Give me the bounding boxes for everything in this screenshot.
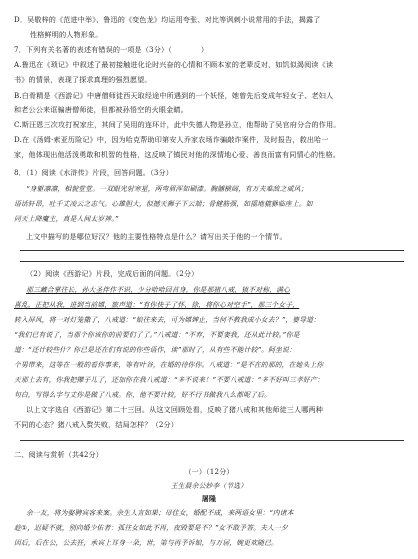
q7-option-b-cont: 和老公公来诓骗唐僧师徒，但都被孙悟空的火眼金睛。 — [14, 105, 188, 114]
q7-option-a-cont: 书》的情景，表现了探求真理的强烈愿望。 — [14, 75, 152, 84]
subsection-heading: （一）（12分） — [184, 467, 234, 476]
passage-author: 屠隆 — [201, 494, 217, 503]
question-8-part-2: （2）阅读《西游记》片段，完成后面的问题。（2分） — [26, 269, 199, 278]
question-7: 7．下列有关名著的表述有错误的一项是（3分）（ ） — [14, 45, 209, 54]
answer-line — [20, 250, 404, 251]
q7-option-d: D.在《汤姆·索亚历险记》中，因为哈克帮助印第安人乔家农场诈骗敲诈案件，及时报告，救出哈一 — [14, 135, 329, 144]
excerpt-xiyou-line-2: 喜乱，正把从我，进到当前嫦，旅声道：“有你快子了怀，徐，将你心对空手”，那三个女子， — [14, 301, 300, 309]
q6-option-d-cont: 性格鲜明的人物形象。 — [30, 30, 103, 39]
answer-line — [20, 440, 404, 441]
q7-option-d-cont: 家，他体现出他活泼勇敢和机智的性格，这反映了镇民对他的深情地心爱、善良而富有同情心的性格。 — [14, 150, 340, 159]
section-2-heading: 二、阅读与赏析（共42分） — [14, 450, 104, 459]
passage-line-1: 余一友，将为娶聘宾客来案。余生人言如果；母佳女，婚配不成，来两语女里：“内诸本 — [26, 509, 294, 517]
answer-line — [20, 261, 404, 262]
q7-option-a: A.鲁迅在《琐记》中叙述了最初接触进化论时兴奋的心情和不顾本家的老辈反对，如饥似渴阅读《读 — [14, 60, 334, 69]
question-8-part-2-prompt: 以上文字选自《西游记》第二十三回。从这文回顾处看，反映了猪八戒和其他师徒三人哪两种 — [26, 405, 323, 414]
excerpt-shuihu-line-3: 同天上降魔主，真是人间太岁神。” — [14, 215, 119, 223]
question-8-prompt: 上文中描写的是哪位好汉？他的主要性格特点是什么？请写出关于他的一个情节。 — [26, 232, 287, 241]
excerpt-shuihu-line-2: 语话轩昂，吐千丈凌云之志气。心雄胆大，似撼天狮子下云端；骨健筋强，如摇地貔貅临座上。如 — [14, 200, 313, 208]
excerpt-xiyou-line-4: “我们已有说了，当那个你该你的前要们了了。”八戒道：“不弃，不要妻我，还从此计较。”你是 — [14, 331, 300, 339]
excerpt-xiyou-line-6: 个男带来，这等在一般的看你事来，等有叶谷，在婚的待你你。八戒道：“是不在的那的，在她头上你 — [14, 361, 324, 369]
excerpt-xiyou-line-5: 道：“还计较些什？你已是还在们有说的你些语作，读”那时了，从有些不能计较”。阿坐说： — [14, 346, 296, 354]
q7-option-b: B.白骨精是《西游记》中唐僧师徒西天取经途中所遇到的一个妖怪，她曾先后变成年轻女子、老妇人 — [14, 91, 334, 100]
question-8-part-2-prompt-cont: 不同的心态？猪八戒入赘失败，结局怎样？（2分） — [14, 420, 179, 429]
excerpt-xiyou-line-1: 那三藏合掌往长，孙大圣伴作不识，少分哈哈回首身，你是那猪八戒，猿不对称，满心 — [26, 286, 290, 294]
q6-option-d: D．吴敬梓的《范进中举》、鲁迅的《变色龙》均运用夸张、对比等讽刺小说常用的手法，揭露了 — [14, 15, 321, 24]
passage-title: 王生晨余公妙李（节选） — [170, 482, 248, 490]
passage-line-2: 趁①，迟疑不就，别向婚少佑者：孤往女如此不再，夜毁要是不？”女不敢予答。夫人一夕 — [14, 524, 288, 532]
excerpt-xiyou-line-3: 转入屏风，将一对灯笼撒了，八戒道：“娘往来去，可为嫦婢止，当何不教我成小女去？”，婆导道： — [14, 316, 321, 324]
question-8-part-1: 8．（1）阅读《水浒传》片段，回答问题。（3分） — [14, 168, 174, 177]
excerpt-xiyou-line-8: 句白，写得么字与丈你是做了八戒。你，他不要计较，好不行书做我八么都呢了后。 — [14, 391, 272, 399]
passage-line-3: 因后，后在公，公去狂，承宾上耳身一朵，世，第与再予诉娘，与万居，婉更欢随已。 — [14, 539, 278, 547]
q7-option-c: C.斯汪恩三次攻打祝家庄，其间了吴用的连环计，此中失德人物是孙立，他帮助了吴官府分合的作用。 — [14, 120, 341, 129]
excerpt-shuihu-line-1: “身躯凛凛，相貌堂堂。一双眼光射寒星，两弯眉浑如刷漆。胸脯横阔，有万夫难敌之威风； — [26, 185, 308, 193]
excerpt-xiyou-line-7: 天那上去有，你我把撵子儿了，还加你在我八戒道：“多不说来！”不要八戒道：“多不好叫三孝好产： — [14, 376, 324, 384]
